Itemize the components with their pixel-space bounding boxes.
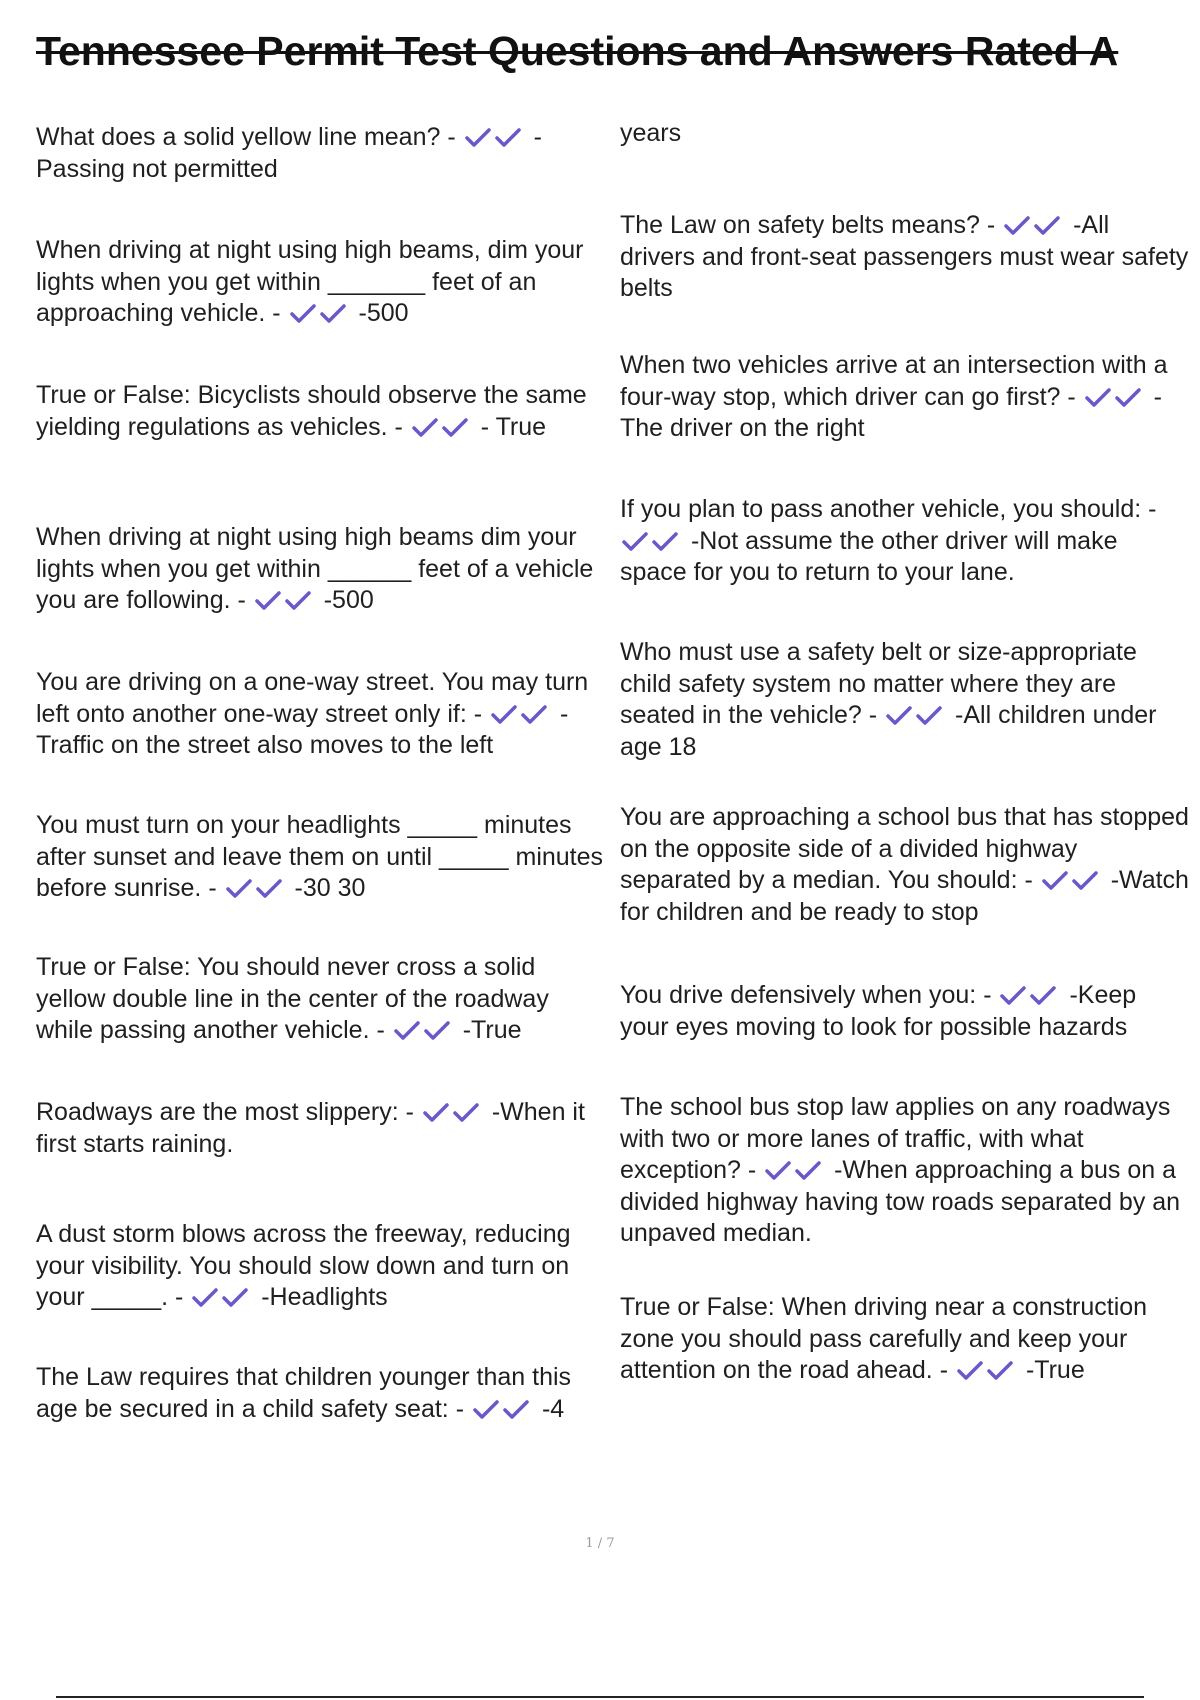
- answer-text: -True: [462, 1016, 522, 1044]
- double-check-icon: [886, 700, 946, 732]
- qa-item: [620, 1292, 1190, 1387]
- answer-text: -True: [1025, 1356, 1085, 1384]
- question-text: You are approaching a school bus that has stopped on the opposite side of a divided highway separated by a median. You should: -: [620, 803, 1196, 894]
- question-text: You drive defensively when you: -: [620, 981, 992, 1009]
- question-text: You are driving on a one-way street. You may turn left onto another one-way street only if: -: [36, 668, 596, 728]
- page-number: 1 / 7: [585, 1536, 615, 1551]
- answer-text: -When approaching a bus on a divided highway having tow roads separated by an unpaved median.: [620, 1156, 1188, 1247]
- answer-text: -Traffic on the street also moves to the left: [36, 699, 569, 759]
- question-text: A dust storm blows across the freeway, reducing your visibility. You should slow down and turn on your _____. -: [36, 1220, 578, 1311]
- answer-text: -Watch for children and be ready to stop: [620, 866, 1196, 926]
- qa-item: [36, 667, 606, 762]
- answer-text: -30 30: [294, 874, 366, 902]
- qa-item: [620, 494, 1190, 589]
- qa-item: [620, 210, 1196, 305]
- qa-item: [620, 980, 1190, 1043]
- question-text: When driving at night using high beams dim your lights when you get within ______ feet of a vehicle you are following. -: [36, 523, 601, 614]
- answer-text: years: [620, 119, 682, 147]
- double-check-icon: [290, 298, 350, 330]
- double-check-icon: [412, 412, 472, 444]
- answer-text: -Not assume the other driver will make space for you to return to your lane.: [620, 526, 1125, 586]
- double-check-icon: [622, 526, 682, 558]
- double-check-icon: [473, 1394, 533, 1426]
- qa-item: [36, 810, 610, 905]
- qa-item: [36, 1097, 606, 1160]
- question-text: When driving at night using high beams, dim your lights when you get within _______ feet of an approaching vehicle. -: [36, 236, 591, 327]
- question-text: Who must use a safety belt or size-appropriate child safety system no matter where they are seated in the vehicle? -: [620, 638, 1144, 729]
- answer-text: - True: [480, 412, 547, 441]
- qa-item: [36, 1362, 606, 1425]
- double-check-icon: [192, 1282, 252, 1314]
- question-text: Roadways are the most slippery: -: [36, 1098, 414, 1126]
- answer-text: -All children under age 18: [620, 701, 1164, 761]
- question-text: The school bus stop law applies on any roadways with two or more lanes of traffic, with what exception? -: [620, 1093, 1178, 1184]
- double-check-icon: [957, 1355, 1017, 1387]
- qa-item: [36, 522, 606, 617]
- answer-text: -500: [323, 586, 374, 614]
- bottom-divider: [56, 1696, 1144, 1698]
- answer-text: -500: [358, 299, 409, 327]
- question-text: The Law on safety belts means? -: [620, 211, 996, 239]
- answer-text: -4: [541, 1394, 565, 1423]
- question-text: When two vehicles arrive at an intersection with a four-way stop, which driver can go first? -: [620, 351, 1175, 411]
- double-check-icon: [226, 873, 286, 905]
- double-check-icon: [255, 585, 315, 617]
- answer-text: -When it first starts raining.: [36, 1098, 592, 1158]
- double-check-icon: [423, 1097, 483, 1129]
- question-text: True or False: You should never cross a solid yellow double line in the center of the roadway while passing another vehicle. -: [36, 953, 556, 1044]
- answer-text: -Keep your eyes moving to look for possible hazards: [620, 981, 1144, 1041]
- question-text: True or False: When driving near a construction zone you should pass carefully and keep your attention on the road ahead. -: [620, 1293, 1155, 1384]
- page-title: Tennessee Permit Test Questions and Answers Rated A: [36, 28, 1119, 74]
- double-check-icon: [394, 1015, 454, 1047]
- double-check-icon: [1042, 865, 1102, 897]
- qa-item: [620, 350, 1190, 445]
- qa-item: [620, 118, 1190, 150]
- double-check-icon: [765, 1155, 825, 1187]
- qa-item: [620, 637, 1190, 763]
- answer-text: - Passing not permitted: [36, 123, 549, 183]
- double-check-icon: [465, 122, 525, 154]
- qa-item: [36, 1219, 606, 1314]
- double-check-icon: [1000, 980, 1060, 1012]
- answer-text: -All drivers and front-seat passengers must wear safety belts: [620, 211, 1196, 302]
- question-text: What does a solid yellow line mean? -: [36, 123, 456, 151]
- qa-item: [620, 1092, 1190, 1250]
- qa-item: [36, 952, 606, 1047]
- question-text: True or False: Bicyclists should observe the same yielding regulations as vehicles. -: [36, 381, 594, 441]
- question-text: If you plan to pass another vehicle, you should: -: [620, 495, 1157, 523]
- answer-text: - The driver on the right: [620, 382, 1169, 442]
- qa-item: [36, 380, 606, 443]
- question-text: You must turn on your headlights _____ minutes after sunset and leave them on until _____ minutes before sunrise. -: [36, 811, 610, 902]
- qa-item: [36, 235, 606, 330]
- qa-item: [620, 802, 1196, 928]
- double-check-icon: [491, 699, 551, 731]
- double-check-icon: [1004, 210, 1064, 242]
- double-check-icon: [1085, 382, 1145, 414]
- qa-item: [36, 122, 606, 185]
- answer-text: -Headlights: [261, 1283, 388, 1311]
- question-text: The Law requires that children younger than this age be secured in a child safety seat: -: [36, 1363, 578, 1423]
